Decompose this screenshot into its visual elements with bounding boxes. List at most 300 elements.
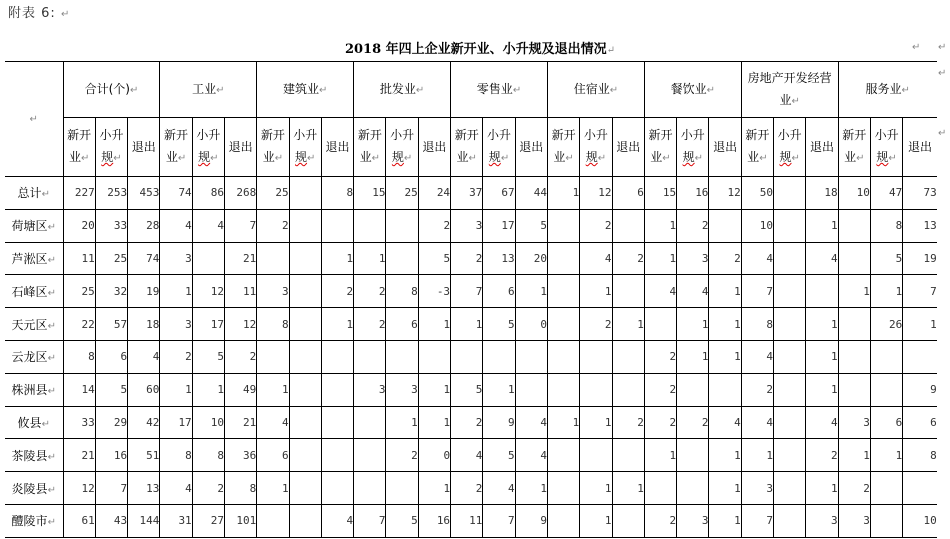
value-cell [289,373,321,406]
value-cell [289,340,321,373]
sub-header-new [63,118,95,177]
group-header [63,62,160,118]
value-cell: 3 [838,504,870,537]
value-cell: 16 [95,439,127,472]
value-cell [580,439,612,472]
value-cell: 253 [95,177,127,210]
value-cell: 2 [580,209,612,242]
value-cell [418,340,450,373]
sub-header-up [580,118,612,177]
value-cell: 2 [709,242,741,275]
value-cell: 1 [257,373,289,406]
value-cell: 8 [741,308,773,341]
sub-header-new [838,118,870,177]
value-cell [547,504,579,537]
value-cell: 3 [677,504,709,537]
paragraph-mark-icon: ↵ [274,153,284,164]
value-cell [451,340,483,373]
row-label [5,242,63,275]
row-label-text: 醴陵市 [11,514,48,529]
sub-header-text: 小升 [680,128,705,142]
group-header [354,62,451,118]
value-cell: 1 [806,472,838,505]
sub-header-exit [612,118,644,177]
value-cell [677,472,709,505]
caption-text: 附表 6: [8,6,56,21]
value-cell: 101 [224,504,256,537]
value-cell: 1 [418,406,450,439]
sub-header-exit [128,118,160,177]
value-cell: 33 [63,406,95,439]
row-label-text: 芦淞区 [11,251,48,266]
value-cell: 3 [451,209,483,242]
value-cell: 3 [741,472,773,505]
corner-cell: ↵ [5,62,63,177]
value-cell: 1 [709,308,741,341]
value-cell [289,504,321,537]
value-cell: 12 [63,472,95,505]
value-cell: 3 [257,275,289,308]
value-cell [354,439,386,472]
title-text: 2018 年四上企业新开业、小升规及退出情况 [344,42,607,57]
value-cell: 22 [63,308,95,341]
value-cell [386,209,418,242]
row-label-text: 石峰区 [11,284,48,299]
value-cell: 1 [741,439,773,472]
sub-header-new [741,118,773,177]
value-cell [774,209,806,242]
value-cell: 4 [741,242,773,275]
sub-header-text: 退出 [325,140,350,154]
group-header-label: 房地产开发经营业 [747,70,832,107]
value-cell [289,209,321,242]
sub-header-text: 小升 [99,128,124,142]
group-header [160,62,257,118]
value-cell: 1 [451,308,483,341]
row-label [5,177,63,210]
sub-header-text: 新开 [357,128,382,142]
value-cell: 2 [644,373,676,406]
sub-header-up [95,118,127,177]
sub-header-new [547,118,579,177]
value-cell [709,373,741,406]
value-cell [774,177,806,210]
row-label [5,406,63,439]
value-cell: 5 [870,242,902,275]
value-cell: 4 [451,439,483,472]
row-label [5,439,63,472]
table-row [5,406,937,439]
sub-header-text: 退出 [422,140,447,154]
group-header [547,62,644,118]
value-cell: 1 [321,242,353,275]
value-cell [547,275,579,308]
value-cell: 1 [644,439,676,472]
sub-header-text: 规 [101,150,114,164]
value-cell [774,472,806,505]
paragraph-mark-icon: ↵ [901,84,910,96]
row-label [5,209,63,242]
value-cell: 4 [321,504,353,537]
value-cell: 2 [644,406,676,439]
value-cell: 21 [224,406,256,439]
value-cell [870,504,902,537]
value-cell: 4 [483,472,515,505]
value-cell: 57 [95,308,127,341]
value-cell: 50 [741,177,773,210]
table-row [5,504,937,537]
paragraph-mark-icon: ↵ [856,153,865,164]
value-cell [354,406,386,439]
value-cell: 8 [192,439,224,472]
sub-header-up [386,118,418,177]
value-cell: 8 [160,439,192,472]
value-cell [547,242,579,275]
sub-header-text: 业 [165,150,178,164]
value-cell: 1 [257,472,289,505]
value-cell: 1 [870,275,902,308]
value-cell: 268 [224,177,256,210]
value-cell: 25 [257,177,289,210]
sub-header-text: 小升 [487,128,512,142]
paragraph-mark-icon: ↵ [609,84,619,96]
row-label [5,373,63,406]
table-row [5,275,937,308]
group-header-label: 工业 [192,81,217,96]
sub-header-text: 新开 [164,128,189,142]
value-cell: 15 [354,177,386,210]
sub-header-text: 规 [488,150,501,164]
value-cell [386,340,418,373]
sub-header-text: 规 [779,150,792,164]
value-cell: 51 [128,439,160,472]
value-cell [289,439,321,472]
value-cell: 1 [677,308,709,341]
sub-header-new [160,118,192,177]
value-cell: 1 [418,373,450,406]
paragraph-mark-icon: ↵ [597,153,607,164]
value-cell: 28 [128,209,160,242]
value-cell [547,308,579,341]
value-cell: 19 [903,242,937,275]
value-cell: 3 [677,242,709,275]
value-cell: 6 [483,275,515,308]
sub-header-text: 新开 [67,128,92,142]
sub-header-text: 新开 [745,128,770,142]
sub-header-text: 规 [391,150,404,164]
value-cell [774,308,806,341]
value-cell: 1 [483,373,515,406]
value-cell: 2 [451,406,483,439]
value-cell [547,439,579,472]
group-header-label: 住宿业 [573,81,610,96]
sub-header-text: 业 [844,150,857,164]
value-cell: 8 [386,275,418,308]
value-cell: 9 [483,406,515,439]
sub-header-text: 退出 [907,140,932,154]
sub-header-text: 退出 [131,140,156,154]
value-cell: 13 [128,472,160,505]
value-cell: 1 [354,242,386,275]
value-cell: 2 [741,373,773,406]
value-cell: 10 [903,504,937,537]
value-cell: 29 [95,406,127,439]
value-cell: 2 [838,472,870,505]
value-cell [386,242,418,275]
sub-header-new [354,118,386,177]
value-cell [774,340,806,373]
value-cell: 12 [709,177,741,210]
value-cell: 2 [644,340,676,373]
value-cell: 5 [386,504,418,537]
value-cell [838,242,870,275]
sub-header-exit [321,118,353,177]
sub-header-up [192,118,224,177]
value-cell [612,504,644,537]
value-cell: 2 [806,439,838,472]
value-cell: 2 [224,340,256,373]
sub-header-text: 新开 [842,128,867,142]
paragraph-mark-icon: ↵ [47,451,56,463]
value-cell: 25 [63,275,95,308]
sub-header-text: 小升 [293,128,318,142]
value-cell [709,209,741,242]
value-cell: 1 [515,275,547,308]
paragraph-mark-icon: ↵ [319,84,328,96]
paragraph-mark-icon: ↵ [210,153,219,164]
value-cell: 1 [870,439,902,472]
value-cell: 14 [63,373,95,406]
paragraph-mark-icon: ↵ [307,153,316,164]
value-cell: 1 [580,472,612,505]
value-cell [354,340,386,373]
value-cell: 1 [709,472,741,505]
paragraph-mark-icon: ↵ [129,84,139,96]
value-cell: 2 [354,308,386,341]
value-cell: 24 [418,177,450,210]
sub-header-text: 规 [585,150,598,164]
value-cell [677,439,709,472]
paragraph-mark-icon: ↵ [888,153,897,164]
value-cell [838,209,870,242]
value-cell: 1 [547,177,579,210]
appendix-caption [8,2,70,21]
value-cell: 6 [257,439,289,472]
value-cell [612,209,644,242]
value-cell: 1 [709,439,741,472]
value-cell: 27 [192,504,224,537]
group-header-label: 餐饮业 [670,81,707,96]
value-cell: 7 [354,504,386,537]
paragraph-mark-icon: ↵ [47,484,56,496]
value-cell: 15 [644,177,676,210]
value-cell [612,275,644,308]
value-cell [838,340,870,373]
value-cell: 1 [806,308,838,341]
value-cell [870,340,902,373]
value-cell: 8 [870,209,902,242]
value-cell [289,472,321,505]
sub-header-text: 小升 [390,128,415,142]
value-cell [386,472,418,505]
row-label [5,504,63,537]
paragraph-mark-icon: ↵ [371,153,381,164]
value-cell: 4 [160,472,192,505]
value-cell: 453 [128,177,160,210]
value-cell [612,439,644,472]
value-cell: 5 [515,209,547,242]
paragraph-mark-icon: ↵ [662,153,671,164]
value-cell: 10 [741,209,773,242]
value-cell: 2 [451,242,483,275]
row-label-text: 天元区 [11,317,48,332]
value-cell: 20 [515,242,547,275]
group-header [257,62,354,118]
value-cell [321,340,353,373]
value-cell: 26 [870,308,902,341]
value-cell [321,439,353,472]
group-header [644,62,741,118]
sub-header-text: 退出 [228,140,253,154]
value-cell: 13 [483,242,515,275]
group-header-label: 建筑业 [283,81,320,96]
sub-header-text: 业 [650,150,663,164]
value-cell: 11 [451,504,483,537]
sub-header-text: 业 [456,150,469,164]
value-cell [257,504,289,537]
table-row [5,472,937,505]
paragraph-mark-icon: ↵ [512,84,522,96]
sub-header-text: 新开 [260,128,285,142]
value-cell: 25 [95,242,127,275]
sub-header-exit [515,118,547,177]
sub-header-text: 小升 [874,128,899,142]
group-header-label: 零售业 [476,81,513,96]
value-cell: 3 [838,406,870,439]
value-cell: 17 [483,209,515,242]
value-cell: 9 [515,504,547,537]
sub-header-text: 业 [553,150,566,164]
value-cell: 8 [63,340,95,373]
value-cell: 4 [806,242,838,275]
value-cell: 47 [870,177,902,210]
value-cell: 1 [709,504,741,537]
group-header [451,62,548,118]
value-cell [289,177,321,210]
value-cell [321,472,353,505]
value-cell [289,406,321,439]
value-cell: 12 [224,308,256,341]
paragraph-mark-icon: ↵ [791,95,800,107]
value-cell: 2 [192,472,224,505]
value-cell: 42 [128,406,160,439]
sub-header-text: 规 [682,150,695,164]
paragraph-mark-icon: ↵ [60,9,71,20]
table-row [5,242,937,275]
sub-header-text: 业 [262,150,275,164]
value-cell [321,373,353,406]
value-cell: 5 [192,340,224,373]
value-cell: 16 [418,504,450,537]
value-cell [515,373,547,406]
value-cell: 6 [903,406,937,439]
value-cell [838,373,870,406]
sub-header-text: 业 [359,150,372,164]
value-cell [547,340,579,373]
row-label-text: 总计 [17,186,42,201]
sub-header-exit [418,118,450,177]
value-cell [483,340,515,373]
value-cell [644,308,676,341]
value-cell: 8 [903,439,937,472]
table-row [5,439,937,472]
value-cell: 1 [644,242,676,275]
value-cell: 21 [224,242,256,275]
sub-header-up [774,118,806,177]
value-cell: 21 [63,439,95,472]
value-cell [774,504,806,537]
value-cell: 1 [192,373,224,406]
row-label-text: 茶陵县 [11,448,48,463]
value-cell: 1 [806,340,838,373]
paragraph-mark-icon: ↵ [41,418,50,430]
value-cell: 74 [160,177,192,210]
value-cell: 4 [257,406,289,439]
value-cell: 7 [741,504,773,537]
paragraph-mark-icon: ↵ [938,128,947,139]
value-cell: 3 [160,308,192,341]
value-cell: 10 [838,177,870,210]
paragraph-mark-icon: ↵ [47,254,56,266]
sub-header-text: 退出 [519,140,544,154]
value-cell: 0 [418,439,450,472]
paragraph-mark-icon: ↵ [565,153,574,164]
group-header-label: 批发业 [379,81,416,96]
value-cell: 1 [709,340,741,373]
sub-header-up [870,118,902,177]
value-cell: 4 [515,439,547,472]
value-cell [774,373,806,406]
value-cell: 4 [128,340,160,373]
paragraph-mark-icon: ↵ [500,153,510,164]
paragraph-mark-icon: ↵ [47,222,56,234]
value-cell [547,209,579,242]
table-row [5,373,937,406]
value-cell: 1 [644,209,676,242]
value-cell: 1 [418,308,450,341]
value-cell [903,472,937,505]
value-cell: 5 [483,439,515,472]
value-cell [515,340,547,373]
value-cell [289,275,321,308]
value-cell: 43 [95,504,127,537]
paragraph-mark-icon: ↵ [468,153,477,164]
paragraph-mark-icon: ↵ [694,153,703,164]
value-cell: 4 [709,406,741,439]
value-cell: 2 [612,242,644,275]
sub-header-up [483,118,515,177]
value-cell: 11 [224,275,256,308]
value-cell [903,340,937,373]
value-cell: 32 [95,275,127,308]
paragraph-mark-icon: ↵ [791,153,800,164]
value-cell: 4 [580,242,612,275]
value-cell: 73 [903,177,937,210]
value-cell: 7 [483,504,515,537]
sub-header-exit [224,118,256,177]
value-cell: 18 [806,177,838,210]
value-cell [774,275,806,308]
